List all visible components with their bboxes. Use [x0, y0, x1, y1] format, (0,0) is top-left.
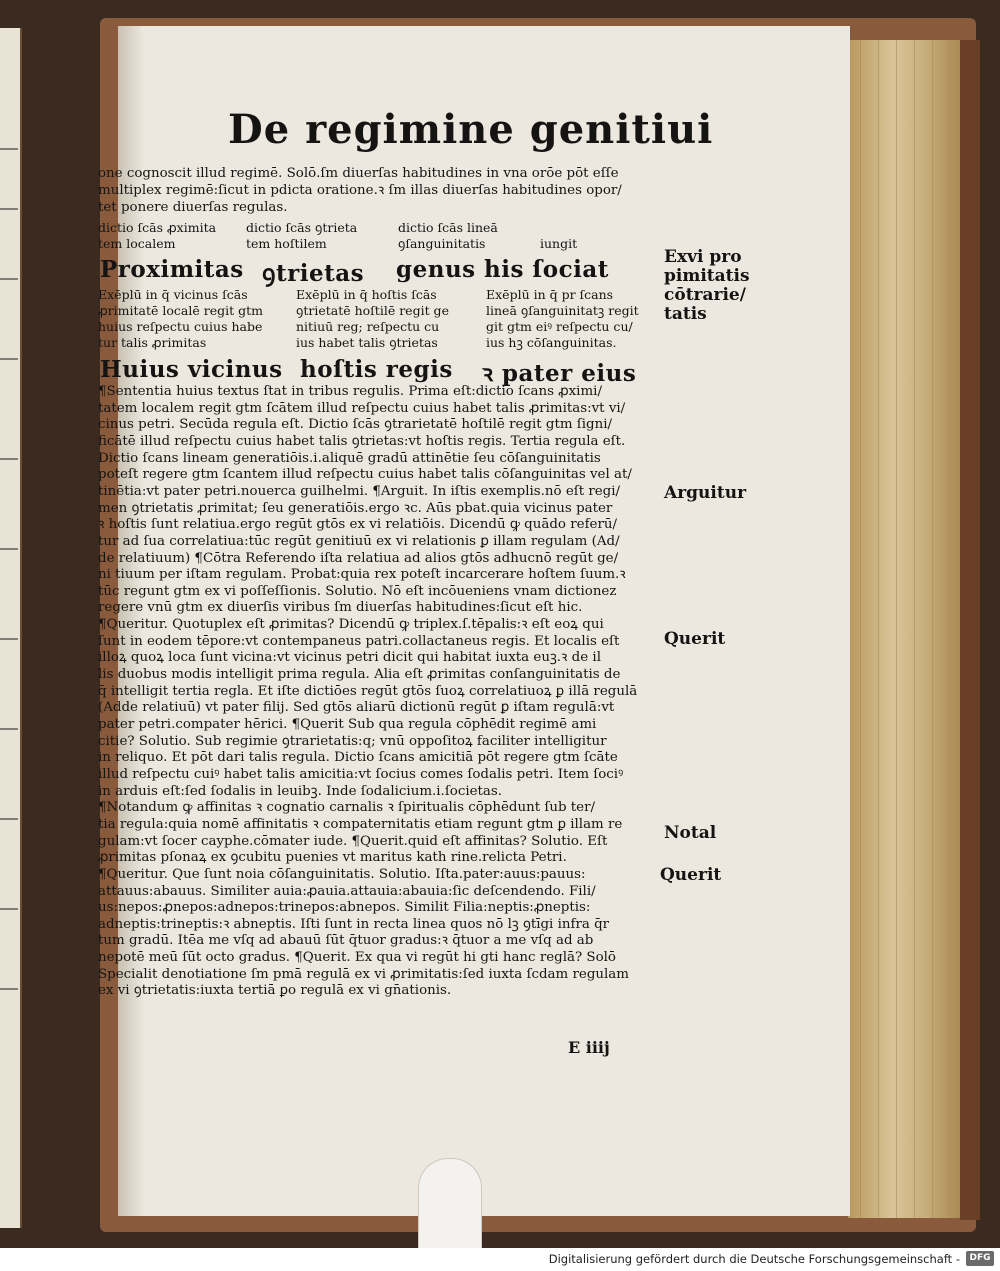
text-line: q̄ intelligit tertia regla. Et iſte dictiōes regūt gtōs ſuoꝝ correlatiuoꝝ ꝑ illā regulā	[98, 683, 638, 699]
text-line: lis duobus modis intelligit prima regula. Alia eſt ꝓrimitas conſanguinitatis de	[98, 667, 621, 683]
text-line: ꝛ hoſtis ſunt relatiua.ergo regūt gtōs ex vi relatiōis. Dicendū ꝙ quādo referū/	[98, 517, 617, 533]
margin-note-line: tatis	[664, 304, 707, 324]
diagram-example-1: Exēplū in q̄ vicinus ſcās	[98, 287, 248, 302]
diagram-head-2b: tem hoſtilem	[246, 236, 327, 251]
text-line: gulam:vt ſocer cayphe.cōmater iude. ¶Querit.quid eſt affinitas? Solutio. Eſt	[98, 833, 608, 849]
text-line: citie? Solutio. Sub regimie ꝯtrarietatis:q; vnū oppoſitoꝝ faciliter intelligitur	[98, 733, 607, 749]
facing-page-edge	[0, 28, 22, 1228]
verse-part-b: hoſtis regis	[300, 356, 453, 383]
text-line: ficātē illud reſpectu cuius habet talis ꝯtrietas:vt hoſtis regis. Tertia regula eſt.	[98, 433, 626, 449]
margin-note-line: Exvi pro	[664, 247, 742, 267]
diagram-example-1: tur talis ꝓrimitas	[98, 335, 207, 350]
text-line: ꝓrimitas pſonaꝝ ex ꝯcubitu puenies vt maritus kath rine.relicta Petri.	[98, 850, 567, 866]
text-line: regere vnū gtm ex diuerſis viribus ſm diuerſas habitudines:ſicut eſt hic.	[98, 600, 583, 616]
text-line: ſunt in eodem tēpore:vt contempaneus patri.collactaneus regis. Et localis eſt	[98, 633, 620, 649]
text-line: poteſt regere gtm ſcantem illud reſpectu cuius habet talis cōſanguinitas vel at/	[98, 467, 632, 483]
diagram-big-b: ꝯtrietas	[262, 260, 365, 287]
diagram-big-d: his ſociat	[484, 256, 609, 283]
footer-bar	[0, 1248, 1000, 1271]
text-line: de relatiuum) ¶Cōtra Referendo iſta relatiua ad alios gtōs adhucnō regūt ge/	[98, 550, 619, 566]
diagram-example-3: Exēplū in q̄ pr ſcans	[486, 287, 614, 302]
diagram-head-1b: tem localem	[98, 236, 176, 251]
margin-queritur: Querit	[660, 865, 722, 885]
margin-notandum: Notal	[664, 823, 717, 843]
text-line: illud reſpectu cuiꝰ habet talis amicitia:vt ſocius comes ſodalis petri. Item ſociꝰ	[98, 766, 624, 782]
diagram-head-1a: dictio ſcās ꝓximita	[98, 220, 217, 235]
text-line: illoꝝ quoꝝ loca ſunt vicina:vt vicinus petri dicit qui habitat iuxta euꝫ.ꝛ de il	[98, 650, 601, 666]
margin-note-line: cōtrarie/	[664, 285, 746, 305]
diagram-head-2a: dictio ſcās ꝯtrieta	[246, 220, 358, 235]
running-title: De regimine genitiui	[228, 106, 714, 153]
text-line: Specialit denotiatione ſm pmā regulā ex vi ꝓrimitatis:ſed iuxta ſcdam regulam	[98, 966, 629, 982]
text-line: tinētia:vt pater petri.nouerca guilhelmi. ¶Arguit. In iſtis exemplis.nō eſt regi/	[98, 483, 621, 499]
diagram-example-2: ꝯtrietatē hoſtilē regit ge	[296, 303, 449, 318]
text-line: ¶Sententia huius textus ſtat in tribus regulis. Prima eſt:dictio ſcans ꝓximi/	[98, 384, 602, 399]
diagram-example-2: ius habet talis ꝯtrietas	[296, 335, 438, 350]
text-line: ¶Queritur. Quotuplex eſt ꝓrimitas? Dicendū ꝙ triplex.ſ.tēpalis:ꝛ eſt eoꝝ qui	[98, 617, 604, 633]
verse-part-c: ꝛ pater eius	[482, 360, 637, 387]
funding-credit: Digitalisierung gefördert durch die Deutsche Forschungsgemeinschaft -	[548, 1252, 960, 1266]
text-line: tur ad ſua correlatiua:tūc regūt genitiuū ex vi relationis ꝑ illam regulam (Ad/	[98, 533, 620, 549]
text-line: Dictio ſcans lineam generatiōis.i.aliquē gradū attinētie ſeu cōſanguinitatis	[98, 450, 601, 466]
intro-line: one cognoscit illud regimē. Solō.ſm diuerſas habitudines in vna orōe pōt eſſe	[98, 166, 619, 181]
text-line: (Adde relatiuū) vt pater filij. Sed gtōs aliarū dictionū regūt ꝑ iſtam regulā:vt	[98, 700, 615, 716]
diagram-head-3b: ꝯſanguinitatis	[398, 236, 486, 251]
text-line: cinus petri. Secūda regula eſt. Dictio ſcās ꝯtrarietatē hoſtilē regit gtm ſigni/	[98, 417, 613, 433]
verse-part-a: Huius vicinus	[100, 356, 283, 383]
diagram-example-3: ius hꝫ cōſanguinitas.	[486, 335, 617, 350]
diagram-example-2: Exēplū in q̄ hoſtis ſcās	[296, 287, 437, 302]
text-line: us:nepos:ꝓnepos:adnepos:trinepos:abnepos. Similit Filia:neptis:ꝓneptis:	[98, 900, 591, 916]
text-line: adneptis:trineptis:ꝛ abneptis. Iſti ſunt in recta linea quos nō lꝫ ꝯtīgi infra q̄r	[98, 916, 610, 932]
diagram-example-2: nitiuū reg; reſpectu cu	[296, 319, 440, 334]
diagram-iungit: iungit	[540, 236, 578, 251]
text-line: in arduis eſt:ſed ſodalis in leuibꝫ. Inde ſodalicium.i.ſocietas.	[98, 783, 503, 799]
page-block-edge	[848, 40, 960, 1218]
text-line: attauus:abauus. Similiter auia:ꝓauia.attauia:abauia:ſic deſcendendo. Fili/	[98, 883, 596, 899]
diagram-example-3: lineā ꝯſanguinitatꝫ regit	[486, 303, 639, 318]
text-line: ex vi ꝯtrietatis:iuxta tertiā ꝑo regulā ex vi gn̄ationis.	[98, 983, 452, 999]
text-line: pater petri.compater hērici. ¶Querit Sub qua regula cōphēdit regimē ami	[98, 717, 597, 732]
text-line: ¶Queritur. Que ſunt noia cōſanguinitatis. Solutio. Iſta.pater:auus:pauus:	[98, 866, 586, 882]
text-line: in reliquo. Et pōt dari talis regula. Dictio ſcans amicitiā pōt regere gtm ſcāte	[98, 750, 618, 766]
diagram-big-c: genus	[396, 256, 476, 283]
page-holder-clip	[418, 1158, 482, 1248]
text-line: men ꝯtrietatis ꝓrimitat; ſeu generatiōis.ergo ꝛc. Aūs pbat.quia vicinus pater	[98, 500, 613, 516]
text-line: nepotē meū ſūt octo gradus. ¶Querit. Ex qua vi regūt hi gti hanc reglā? Solō	[98, 950, 616, 966]
diagram-example-1: ꝓrimitatē localē regit gtm	[98, 303, 263, 318]
intro-line: tet ponere diuerſas regulas.	[98, 200, 288, 215]
text-line: tum gradū. Itēa me vſq ad abauū ſūt q̄tuor gradus:ꝛ q̄tuor a me vſq ad ab	[98, 933, 594, 949]
diagram-head-3a: dictio ſcās lineā	[398, 220, 498, 235]
text-line: tatem localem regit gtm ſcātem illud reſpectu cuius habet talis ꝓrimitas:vt vi/	[98, 400, 626, 416]
diagram-big-a: Proximitas	[100, 256, 244, 283]
text-line: tūc regunt gtm ex vi poſſeſſionis. Solutio. Nō eſt incōueniens vnam dictionez	[98, 583, 617, 599]
diagram-example-3: git gtm eiꝰ reſpectu cu/	[486, 319, 633, 334]
text-line: ¶Notandum ꝙ affinitas ꝛ cognatio carnalis ꝛ ſpiritualis cōphēdunt ſub ter/	[98, 800, 595, 816]
margin-note-line: pimitatis	[664, 266, 750, 286]
intro-line: multiplex regimē:ſicut in pdicta oratione.ꝛ ſm illas diuerſas habitudines opor/	[98, 183, 622, 198]
signature-mark: E iiij	[568, 1038, 610, 1057]
margin-queritur: Querit	[664, 629, 726, 649]
diagram-example-1: huius reſpectu cuius habe	[98, 319, 263, 334]
margin-arguitur: Arguitur	[664, 483, 747, 503]
text-line: ni tiuum per iſtam regulam. Probat:quia rex poteſt incarcerare hoſtem ſuum.ꝛ	[98, 567, 626, 583]
dfg-logo: DFG	[966, 1251, 994, 1266]
text-line: tia regula:quia nomē affinitatis ꝛ compaternitatis etiam regunt gtm ꝑ illam re	[98, 816, 623, 832]
book-cover-edge	[960, 40, 980, 1220]
